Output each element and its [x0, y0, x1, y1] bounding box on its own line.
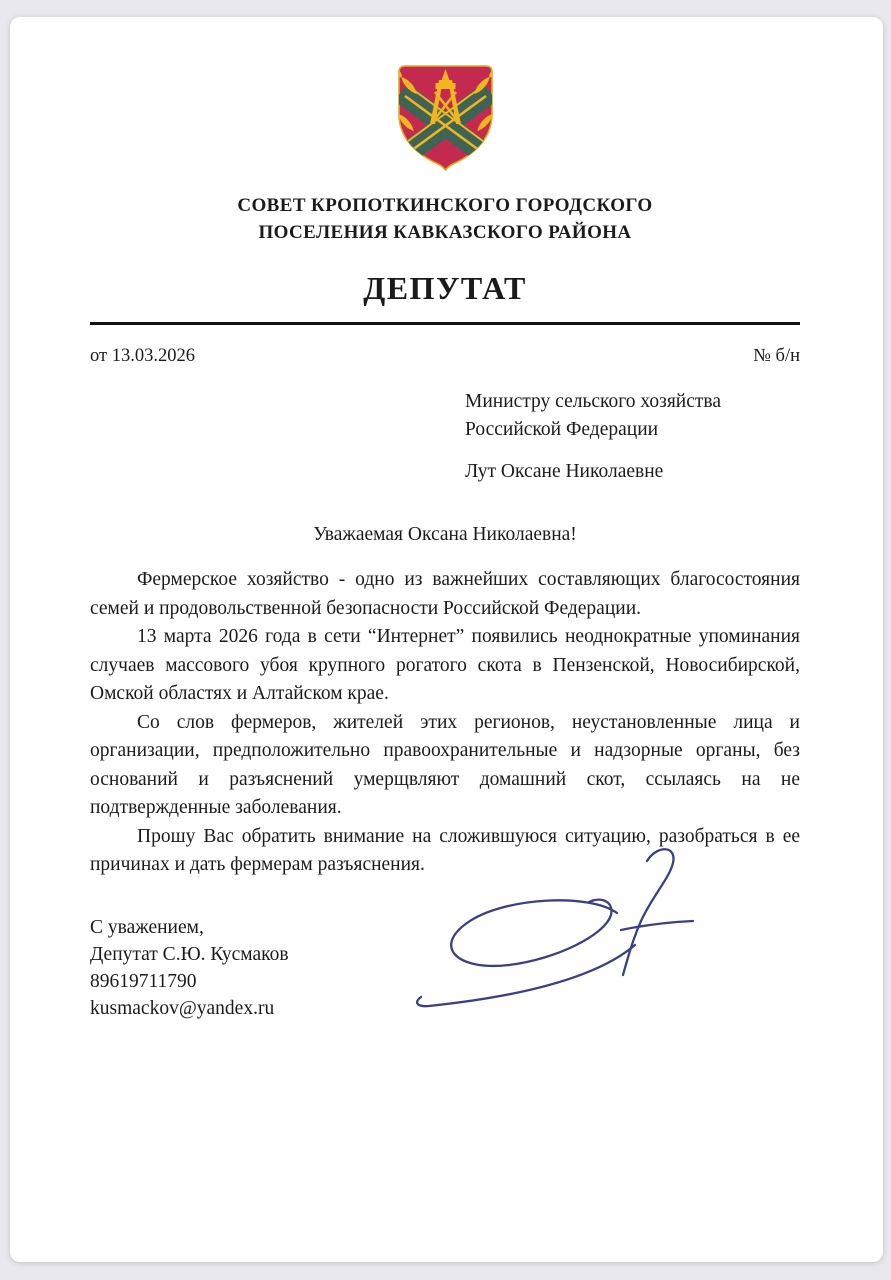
salutation: Уважаемая Оксана Николаевна!	[313, 524, 577, 545]
paragraph: Фермерское хозяйство - одно из важнейших составляющих благосостояния семей и продовольственной безопасности Российской Федерации.	[90, 569, 800, 619]
letter-page	[10, 17, 883, 1262]
signature-closing: С уважением,	[90, 916, 204, 938]
paragraph: 13 марта 2026 года в сети “Интернет” появились неоднократные упоминания случаев массового убоя крупного рогатого скота в Пензенской, Новосибирской, Омской областях и Алтайском крае.	[90, 626, 800, 704]
org-name	[90, 192, 800, 246]
kropotkin-coat-of-arms-icon	[397, 64, 494, 171]
addressee-block	[465, 388, 800, 486]
letter-body	[90, 566, 800, 880]
addressee-line2: Российской Федерации	[465, 419, 659, 440]
paragraph: Со слов фермеров, жителей этих регионов, неустановленные лица и организации, предположительно правоохранительные и надзорные органы, без оснований и разъяснений умерщвляют домашний скот, ссылаясь на не подтвержденные заболевания.	[90, 711, 800, 818]
addressee-gap	[465, 444, 800, 458]
signature-name: Депутат С.Ю. Кусмаков	[90, 943, 289, 965]
org-name-line1: СОВЕТ КРОПОТКИНСКОГО ГОРОДСКОГО	[237, 195, 653, 216]
addressee-line1: Министру сельского хозяйства	[465, 391, 722, 412]
doc-title: ДЕПУТАТ	[363, 270, 527, 306]
header-divider	[90, 322, 800, 325]
signature-block	[90, 914, 800, 1022]
addressee-name: Лут Оксане Николаевне	[465, 461, 664, 482]
org-name-line2: ПОСЕЛЕНИЯ КАВКАЗСКОГО РАЙОНА	[258, 222, 632, 243]
paragraph: Прошу Вас обратить внимание на сложившуюся ситуацию, разобраться в ее причинах и дать фермерам разъяснения.	[90, 825, 800, 875]
signature-email: kusmackov@yandex.ru	[90, 997, 275, 1019]
crest-container	[90, 64, 800, 176]
meta-row	[90, 346, 800, 367]
doc-number: № б/н	[753, 346, 800, 366]
signature-phone: 89619711790	[90, 970, 197, 992]
doc-date: от 13.03.2026	[90, 346, 195, 366]
